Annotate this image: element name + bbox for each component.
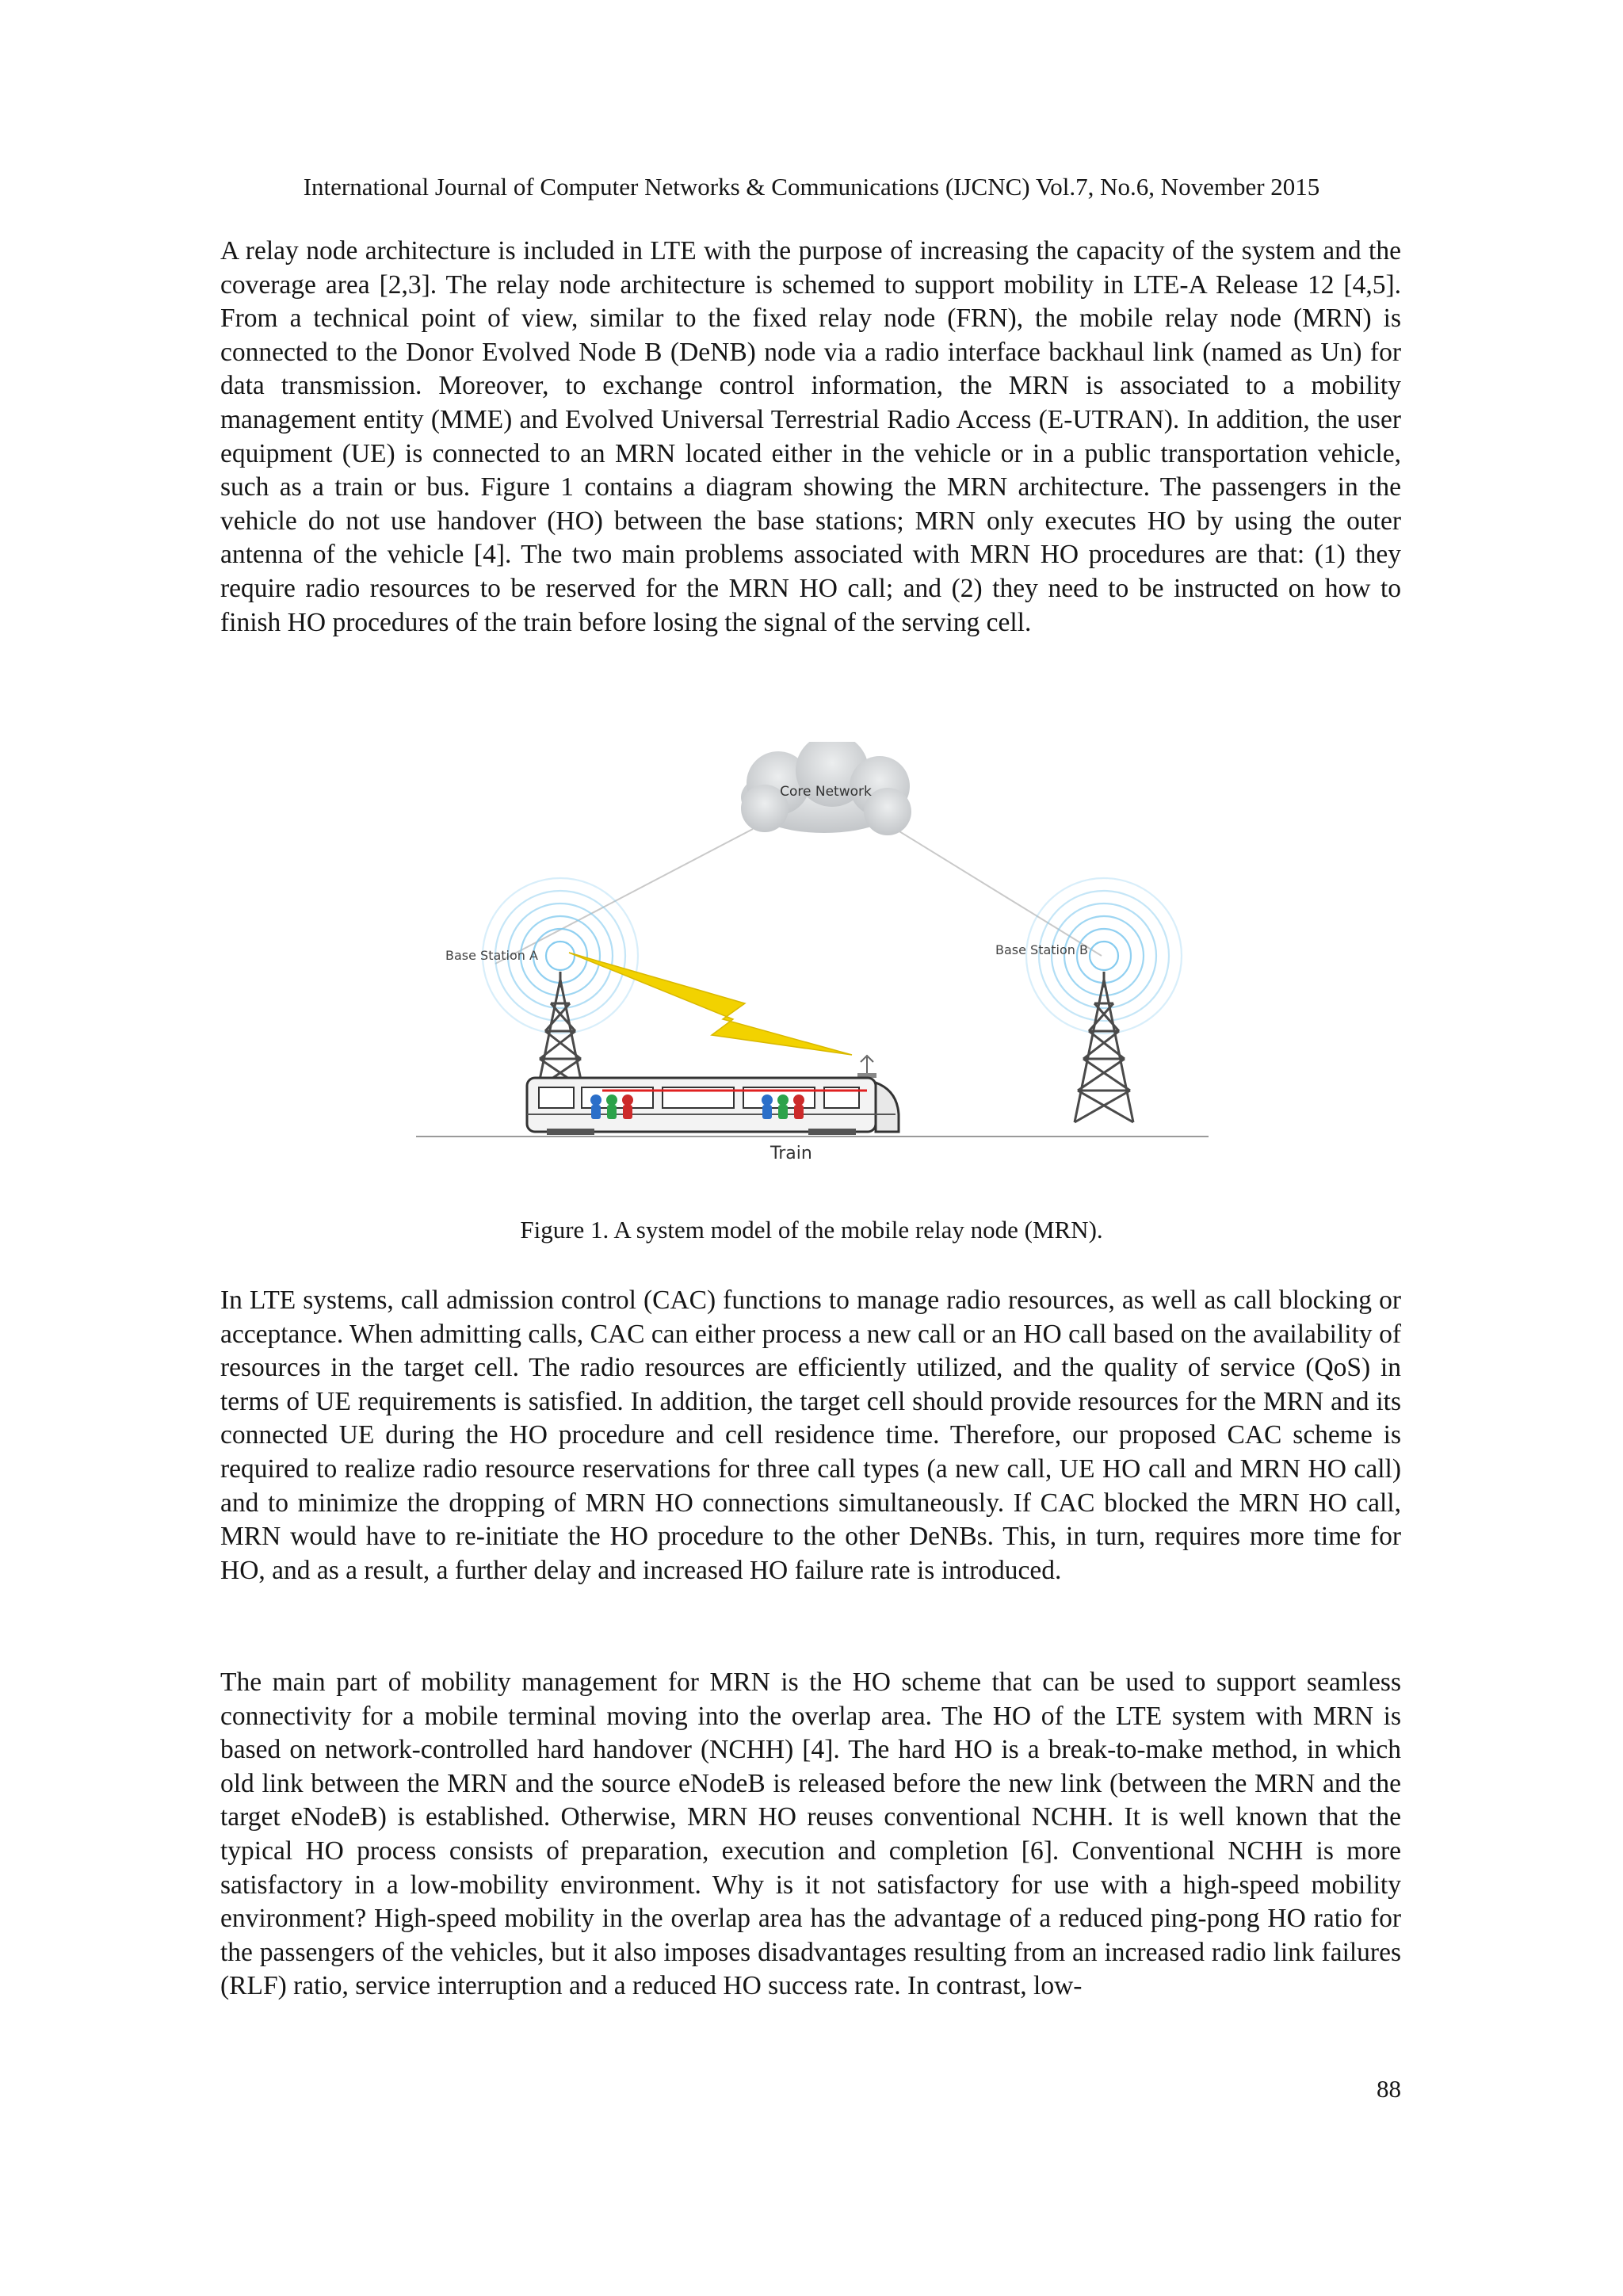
train-icon xyxy=(527,1056,899,1135)
tower-b-icon xyxy=(1075,972,1133,1122)
body-paragraph-1: A relay node architecture is included in LTE with the purpose of increasing the capacity of the system and the coverage area [2,3]. The relay node architecture is schemed to support mobility in LTE-A Release 12 [4,5]. From a technical point of view, similar to the fixed relay node (FRN), the mobile relay node (MRN) is connected to the Donor Evolved Node B (DeNB) node via a radio interface backhaul link (named as Un) for data transmission. Moreover, to exchange control information, the MRN is associated to a mobility management entity (MME) and Evolved Universal Terrestrial Radio Access (E-UTRAN). In addition, the user equipment (UE) is connected to an MRN located either in the vehicle or in a public transportation vehicle, such as a train or bus. Figure 1 contains a diagram showing the MRN architecture. The passengers in the vehicle do not use handover (HO) between the base stations; MRN only executes HO by using the outer antenna of the vehicle [4]. The two main problems associated with MRN HO procedures are that: (1) they require radio resources to be reserved for the MRN HO call; and (2) they need to be instructed on how to finish HO procedures of the train before losing the signal of the serving cell. xyxy=(220,236,1401,637)
body-paragraph-2: In LTE systems, call admission control (CAC) functions to manage radio resources, as well as call blocking or acceptance. When admitting calls, CAC can either process a new call or an HO call based on the availability of resources in the target cell. The radio resources are efficiently utilized, and the quality of service (QoS) in terms of UE requirements is satisfied. In addition, the target cell should provide resources for the MRN and its connected UE during the HO procedure and cell residence time. Therefore, our proposed CAC scheme is required to realize radio resource reservations for three call types (a new call, UE HO call and MRN HO call) and to minimize the dropping of MRN HO connections simultaneously. If CAC blocked the MRN HO call, MRN would have to re-initiate the HO procedure to the other DeNBs. This, in turn, requires more time for HO, and as a result, a further delay and increased HO failure rate is introduced. xyxy=(220,1286,1401,1585)
core-network-label: Core Network xyxy=(780,784,872,800)
train-label: Train xyxy=(770,1144,812,1163)
body-paragraph-3: The main part of mobility management for MRN is the HO scheme that can be used to support seamless connectivity for a mobile terminal moving into the overlap area. The HO of the LTE system with MRN is based on network-controlled hard handover (NCHH) [4]. The hard HO is a break-to-make method, in which old link between the MRN and the source eNodeB is released before the new link (between the MRN and the target eNodeB) is established. Otherwise, MRN HO reuses conventional NCHH. It is well known that the typical HO process consists of preparation, execution and completion [6]. Conventional NCHH is more satisfactory in a low-mobility environment. Why is it not satisfactory for use with a high-speed mobility environment? High-speed mobility in the overlap area has the advantage of a reduced ping-pong HO ratio for the passengers of the vehicles, but it also imposes disadvantages resulting from an increased radio link failures (RLF) ratio, service interruption and a reduced HO success rate. In contrast, low- xyxy=(220,1668,1401,2001)
page-number: 88 xyxy=(1377,2075,1401,2103)
figure-caption: Figure 1. A system model of the mobile relay node (MRN). xyxy=(520,1216,1103,1244)
lightning-bolt-icon xyxy=(569,953,852,1055)
figure-mrn-system-model xyxy=(412,742,1212,1170)
base-station-b-label: Base Station B xyxy=(995,942,1088,957)
base-station-a-label: Base Station A xyxy=(445,948,538,963)
core-link-b xyxy=(896,829,1102,956)
journal-header: International Journal of Computer Networks & Communications (IJCNC) Vol.7, No.6, November 2015 xyxy=(303,173,1320,201)
